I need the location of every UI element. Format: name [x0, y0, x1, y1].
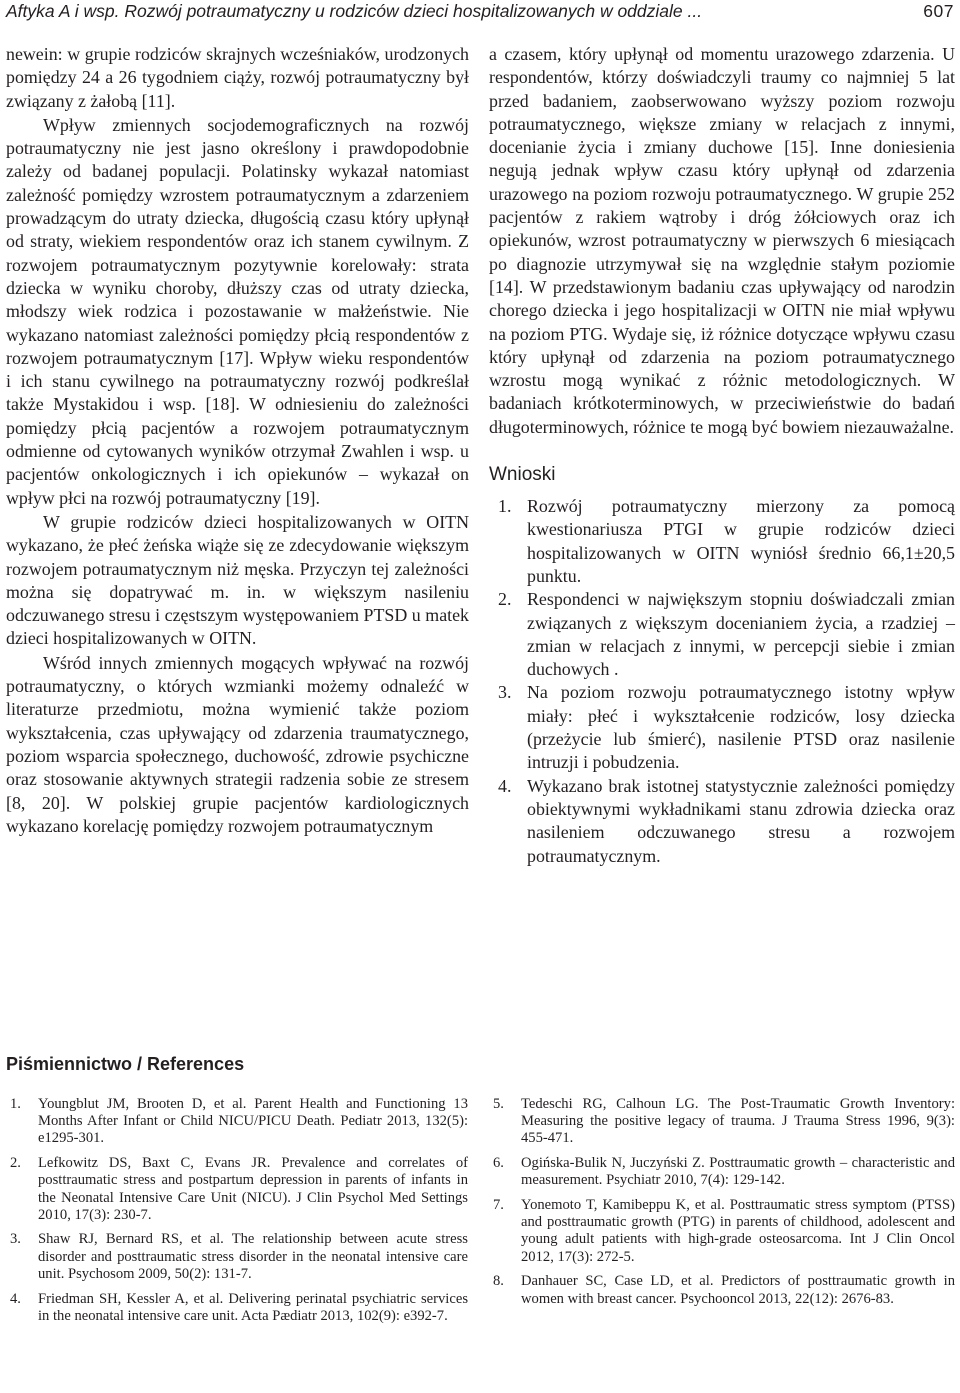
reference-text: Yonemoto T, Kamibeppu K, et al. Posttraumatic stress symptom (PTSS) and posttraumatic growth (PTG) in parents of childhood, adolescent and young adult patients with high-grade osteosarcoma. Int J Clin Oncol 2012, 17(3): 272-5. — [521, 1197, 955, 1265]
conclusion-item — [489, 588, 955, 681]
conclusion-text: Rozwój potraumatyczny mierzony za pomocą kwestionariusza PTGI w grupie rodziców dzieci hospitalizowanych w OITN wyniósł średnio 66,1±20,5 punktu. — [527, 496, 955, 586]
references-left-column — [6, 1096, 468, 1332]
body-paragraph: a czasem, który upłynął od momentu urazowego zdarzenia. U respondentów, którzy doświadczyli traumy co najmniej 5 lat przed badaniem, zaobserwowano wyższy poziom rozwoju potraumatycznego, większe zmiany w relacjach z innymi, docenianie życia i zmiany duchowe [15]. Inne doniesienia negują jednak wpływ czasu który upłynął od zdarzenia urazowego na poziom rozwoju potraumatycznego. W grupie 252 pacjentów z rakiem wątroby i dróg żółciowych oraz ich opiekunów, wzrost potraumatyczny w pierwszych 6 miesiącach po diagnozie utrzymywał się na względnie stałym poziomie [14]. W przedstawionym badaniu czas upływający od narodzin chorego dziecka i jego hospitalizacji w OITN nie miał wpływu na poziom PTG. Wydaje się, iż różnice dotyczące wpływu czasu który upłynął od zdarzenia na poziom potraumatycznego wzrostu mogą wynikać z różnic metodologicznych. W badaniach krótkoterminowych, w przeciwieństwie do badań długoterminowych, różnice te mogą być bowiem niezauważalne. — [489, 44, 955, 437]
reference-text: Ogińska-Bulik N, Juczyński Z. Posttraumatic growth – characteristic and measurement. Psychiatr 2010, 7(4): 129-142. — [521, 1155, 955, 1189]
reference-item — [489, 1155, 955, 1189]
reference-item — [6, 1155, 468, 1224]
conclusion-number: 2. — [498, 589, 512, 610]
body-paragraph: W grupie rodziców dzieci hospitalizowanych w OITN wykazano, że płeć żeńska wiąże się ze zdecydowanie większym rozwojem potraumatycznym niż męska. Przyczyn tej zależności można się dopatrywać m. in. w większym nasileniu odczuwanego stresu i częstszym występowaniem PTSD u matek dzieci hospitalizowanych w OITN. — [6, 511, 469, 649]
reference-text: Friedman SH, Kessler A, et al. Delivering perinatal psychiatric services in the neonatal intensive care unit. Acta Pædiatr 2013, 102(9): e392-7. — [38, 1290, 468, 1324]
reference-number: 5. — [493, 1096, 504, 1112]
reference-number: 1. — [10, 1096, 21, 1112]
conclusion-text: Respondenci w największym stopniu doświadczali zmian związanych z większym docenianiem życia, a rzadziej – zmian w relacjach z innymi, w percepcji siebie i zmian duchowych . — [527, 589, 955, 680]
conclusions-heading: Wnioski — [489, 464, 556, 486]
conclusions-list — [489, 495, 955, 868]
running-header — [6, 0, 954, 26]
body-paragraph: Wśród innych zmiennych mogących wpływać na rozwój potraumatyczny, o których wzmianki możemy odnaleźć w literaturze przedmiotu, można wymienić także poziom wykształcenia, czas upływający od zdarzenia traumatycznego, poziom wsparcia społecznego, duchowość, zdrowie psychiczne oraz stosowanie aktywnych strategii radzenia sobie ze stresem [8, 20]. W polskiej grupie pacjentów kardiologicznych wykazano korelację pomiędzy rozwojem potraumatycznym — [6, 652, 469, 836]
conclusion-number: 1. — [498, 496, 512, 517]
conclusion-text: Na poziom rozwoju potraumatycznego istotny wpływ miały: płeć i wykształcenie rodziców, losy dziecka (przeżycie lub śmierć), nasilenie PTSD oraz nasilenie intruzji i pobudzenia. — [527, 682, 955, 773]
references-heading: Piśmiennictwo / References — [6, 1054, 245, 1074]
reference-item — [489, 1197, 955, 1266]
conclusion-number: 4. — [498, 775, 512, 796]
reference-item — [6, 1231, 468, 1283]
body-paragraph: newein: w grupie rodziców skrajnych wcześniaków, urodzonych pomiędzy 24 a 26 tygodniem ciąży, rozwój potraumatyczny był związany z żałobą [11]. — [6, 44, 469, 111]
reference-item — [489, 1273, 955, 1307]
right-column — [489, 43, 955, 868]
left-column — [6, 43, 469, 838]
running-title: Aftyka A i wsp. Rozwój potraumatyczny u rodziców dzieci hospitalizowanych w oddziale ... — [6, 1, 703, 21]
reference-item — [6, 1096, 468, 1148]
reference-number: 7. — [493, 1197, 504, 1214]
conclusion-item — [489, 775, 955, 868]
reference-number: 2. — [10, 1155, 21, 1172]
reference-text: Shaw RJ, Bernard RS, et al. The relationship between acute stress disorder and posttraumatic stress disorder in the neonatal intensive care unit. Psychosom 2009, 50(2): 131-7. — [38, 1231, 468, 1282]
reference-text: Danhauer SC, Case LD, et al. Predictors of posttraumatic growth in women with breast cancer. Psychooncol 2013, 22(12): 2676-83. — [521, 1273, 955, 1307]
references-right-column — [489, 1096, 955, 1315]
reference-number: 4. — [10, 1290, 21, 1307]
reference-number: 6. — [493, 1155, 504, 1172]
conclusion-item — [489, 681, 955, 774]
conclusion-number: 3. — [498, 682, 512, 703]
conclusion-item — [489, 495, 955, 588]
conclusion-text: Wykazano brak istotnej statystycznie zależności pomiędzy obiektywnymi wykładnikami stanu zdrowia dziecka oraz nasileniem odczuwanego stresu a rozwojem potraumatycznym. — [527, 775, 955, 866]
reference-text: Lefkowitz DS, Baxt C, Evans JR. Prevalence and correlates of posttraumatic stress and postpartum depression in parents of infants in the Neonatal Intensive Care Unit (NICU). J Clin Psychol Med Settings 2010, 17(3): 230-7. — [38, 1155, 468, 1223]
page-number: 607 — [923, 1, 954, 21]
reference-number: 8. — [493, 1273, 504, 1290]
reference-text: Tedeschi RG, Calhoun LG. The Post-Traumatic Growth Inventory: Measuring the positive legacy of trauma. J Trauma Stress 1996, 9(3): 455-471. — [521, 1096, 955, 1147]
body-paragraph: Wpływ zmiennych socjodemograficznych na rozwój potraumatyczny nie jest jasno określony i prawdopodobnie zależy od badanej populacji. Polatinsky wykazał natomiast zależność pomiędzy wzrostem potraumatycznym a zdarzeniem prowadzącym do utraty dziecka, długością czasu który upłynął od straty, wiekiem respondentów oraz ich stanem cywilnym. Z rozwojem potraumatycznym pozytywnie korelowały: strata dziecka w wyniku choroby, dłuższy czas od utraty dziecka, młodszy wiek rodzica i pozostawanie w małżeństwie. Nie wykazano natomiast zależności pomiędzy płcią respondentów z rozwojem potraumatycznym [17]. Wpływ wieku respondentów i ich stanu cywilnego na potraumatyczny rozwój podkreślał także Mystakidou i wsp. [18]. W odniesieniu do zależności pomiędzy płcią pacjentów a rozwojem potraumatycznym odmienne od cytowanych wyników otrzymał Zwahlen i wsp. u pacjentów onkologicznych i ich opiekunów – wykazał on wpływ płci na rozwój potraumatyczny [19]. — [6, 114, 469, 508]
reference-text: Youngblut JM, Brooten D, et al. Parent Health and Functioning 13 Months After Infant or Child NICU/PICU Death. Pediatr 2013, 132(5): e1295-301. — [38, 1096, 468, 1147]
reference-item — [6, 1291, 468, 1325]
reference-number: 3. — [10, 1231, 21, 1248]
reference-item — [489, 1096, 955, 1148]
